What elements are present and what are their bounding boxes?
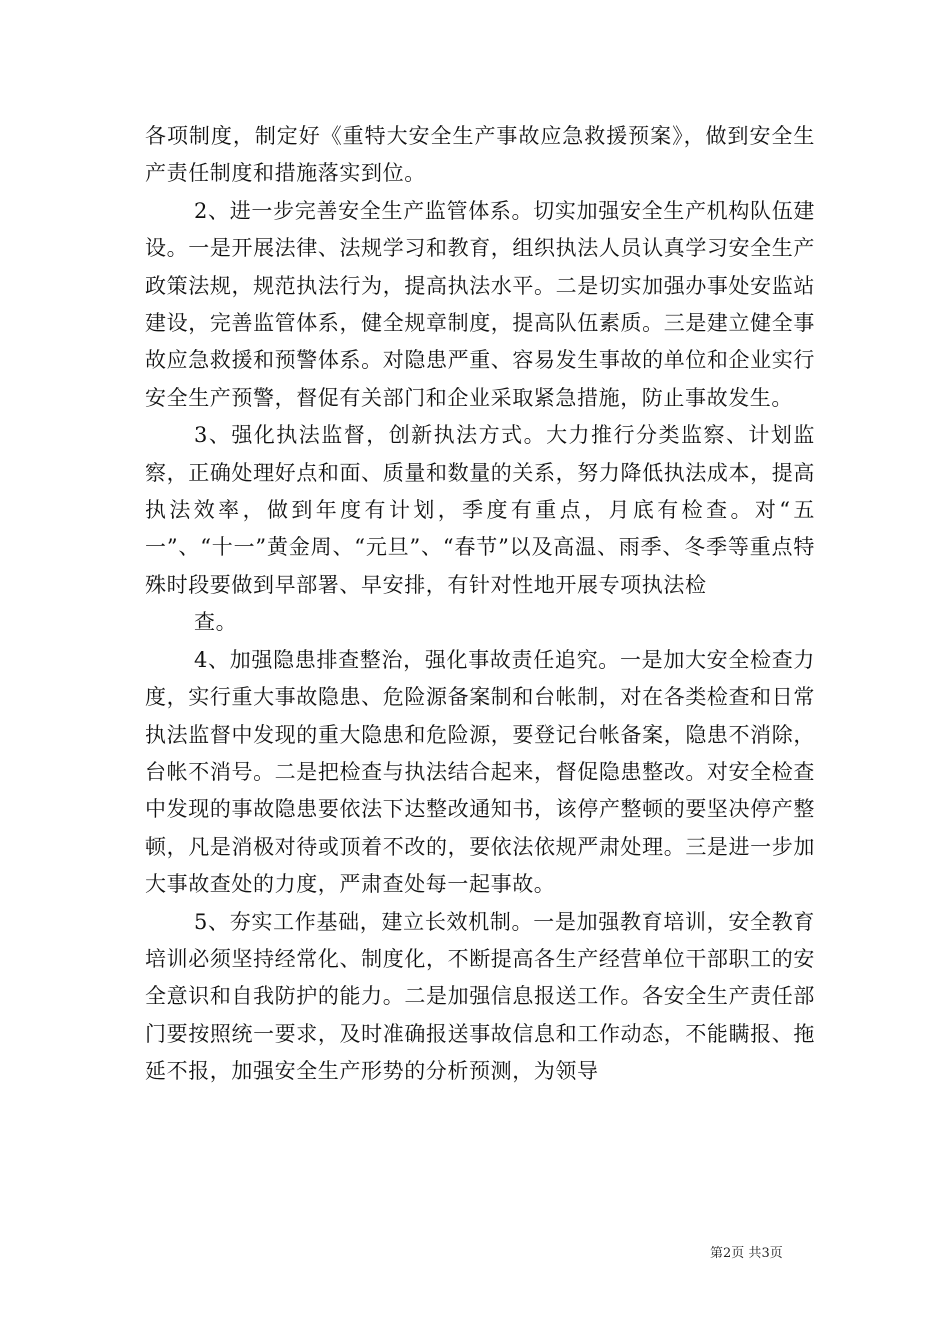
paragraph-item-2: 2、进一步完善安全生产监管体系。切实加强安全生产机构队伍建设。一是开展法律、法规学习和教育，组织执法人员认真学习安全生产政策法规，规范执法行为，提高执法水平。二是切实加强办事处安监站建设，完善监管体系，健全规章制度，提高队伍素质。三是建立健全事故应急救援和预警体系。对隐患严重、容易发生事故的单位和企业实行安全生产预警，督促有关部门和企业采取紧急措施，防止事故发生。	[145, 198, 815, 410]
footer-current-page: 2	[723, 1246, 732, 1261]
document-body	[145, 118, 815, 1091]
paragraph-item-5: 5、夯实工作基础，建立长效机制。一是加强教育培训，安全教育培训必须坚持经常化、制度化，不断提高各生产经营单位干部职工的安全意识和自我防护的能力。二是加强信息报送工作。各安全生产责任部门要按照统一要求，及时准确报送事故信息和工作动态，不能瞒报、拖延不报，加强安全生产形势的分析预测，为领导	[145, 909, 815, 1084]
paragraph-item-3: 3、强化执法监督，创新执法方式。大力推行分类监察、计划监察，正确处理好点和面、质量和数量的关系，努力降低执法成本，提高执法效率，做到年度有计划，季度有重点，月底有检查。对“五一”、“十一”黄金周、“元旦”、“春节”以及高温、雨季、冬季等重点特殊时段要做到早部署、早安排，有针对性地开展专项执法检	[145, 423, 815, 597]
footer-prefix: 第	[710, 1246, 724, 1261]
footer-middle: 页 共	[731, 1246, 762, 1261]
page-number-footer	[710, 1245, 783, 1263]
paragraph-intro: 各项制度，制定好《重特大安全生产事故应急救援预案》，做到安全生产责任制度和措施落实到位。	[145, 124, 815, 186]
footer-total-pages: 3	[761, 1246, 770, 1261]
paragraph-item-3-continued: 查。	[194, 610, 238, 635]
footer-suffix: 页	[769, 1246, 783, 1261]
paragraph-item-4: 4、加强隐患排查整治，强化事故责任追究。一是加大安全检查力度，实行重大事故隐患、危险源备案制和台帐制，对在各类检查和日常执法监督中发现的重大隐患和危险源，要登记台帐备案，隐患不消除，台帐不消号。二是把检查与执法结合起来，督促隐患整改。对安全检查中发现的事故隐患要依法下达整改通知书，该停产整顿的要坚决停产整顿，凡是消极对待或顶着不改的，要依法依规严肃处理。三是进一步加大事故查处的力度，严肃查处每一起事故。	[145, 647, 815, 897]
